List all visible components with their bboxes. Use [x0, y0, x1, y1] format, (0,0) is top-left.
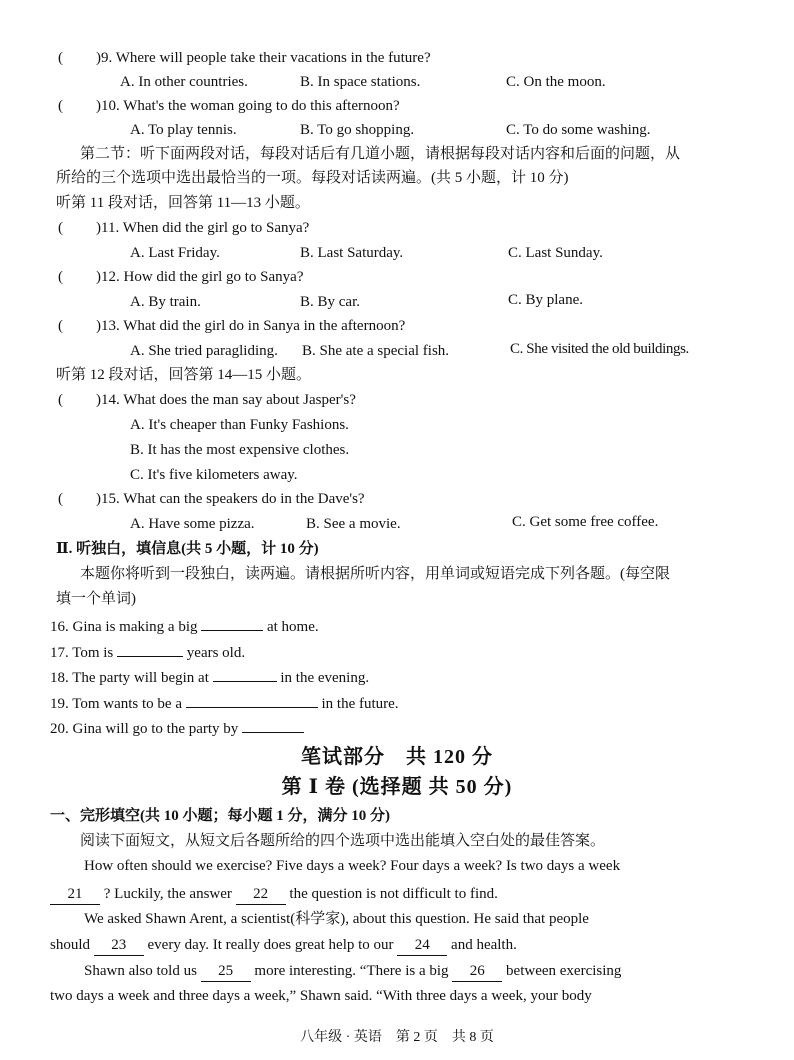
blank-26[interactable]: 26	[452, 961, 502, 982]
question-9	[96, 48, 431, 68]
option-a: A. Have some pizza.	[130, 516, 255, 532]
question-text: What's the woman going to do this afternoon?	[123, 98, 400, 114]
question-text: What did the girl do in Sanya in the afternoon?	[123, 318, 406, 334]
passage-line	[84, 961, 621, 982]
option-b: B. By car.	[300, 294, 360, 310]
question-number: )9.	[96, 50, 113, 66]
page-footer: 八年级 · 英语 第 2 页 共 8 页	[300, 1030, 494, 1045]
option-b: B. To go shopping.	[300, 122, 415, 138]
option-b: B. See a movie.	[306, 516, 401, 532]
item-text: in the future.	[321, 696, 399, 712]
answer-paren: (	[58, 318, 63, 334]
question-13	[96, 316, 405, 336]
answer-blank[interactable]	[201, 614, 263, 631]
section2-instruction-line1: 第二节：听下面两段对话，每段对话后有几道小题，请根据每段对话内容和后面的问题，从	[80, 146, 681, 162]
blank-22[interactable]: 22	[236, 884, 286, 905]
item-text: 19. Tom wants to be a	[50, 696, 182, 712]
question-11	[96, 218, 309, 238]
cloze-instruction: 阅读下面短文，从短文后各题所给的四个选项中选出能填入空白处的最佳答案。	[80, 833, 606, 849]
option-a: A. Last Friday.	[130, 245, 220, 261]
volume-subtitle: 第 Ⅰ 卷 (选择题 共 50 分)	[281, 776, 513, 798]
question-15	[96, 489, 365, 509]
option-c: C. She visited the old buildings.	[510, 341, 689, 357]
question-number: )10.	[96, 98, 120, 114]
item-text: 16. Gina is making a big	[50, 619, 198, 635]
question-number: )11.	[96, 220, 120, 236]
answer-paren: (	[58, 491, 63, 507]
item-18	[50, 665, 369, 688]
question-text: What does the man say about Jasper's?	[123, 392, 356, 408]
dialog12-label: 听第 12 段对话，回答第 14—15 小题。	[56, 367, 312, 383]
passage-line: We asked Shawn Arent, a scientist(科学家), about this question. He said that people	[84, 911, 589, 927]
part2-heading: Ⅱ. 听独白，填信息(共 5 小题，计 10 分)	[56, 541, 319, 557]
question-10	[96, 96, 400, 116]
answer-blank[interactable]	[117, 640, 183, 657]
passage-line	[50, 935, 517, 956]
dialog11-label: 听第 11 段对话，回答第 11—13 小题。	[56, 195, 310, 211]
passage-line	[50, 884, 498, 905]
passage-text: Shawn also told us	[84, 963, 197, 979]
option-c: C. By plane.	[508, 292, 583, 308]
blank-24[interactable]: 24	[397, 935, 447, 956]
option-a: A. To play tennis.	[130, 122, 237, 138]
answer-blank[interactable]	[186, 691, 318, 708]
answer-paren: (	[58, 392, 63, 408]
passage-text: and health.	[451, 937, 517, 953]
passage-text: between exercising	[506, 963, 622, 979]
option-c: C. Last Sunday.	[508, 245, 603, 261]
question-12	[96, 267, 303, 287]
answer-paren: (	[58, 50, 63, 66]
passage-text: ? Luckily, the answer	[103, 886, 232, 902]
option-c: C. On the moon.	[506, 74, 606, 90]
question-number: )13.	[96, 318, 120, 334]
item-20	[50, 716, 304, 739]
item-16	[50, 614, 319, 637]
passage-text: more interesting. “There is a big	[254, 963, 449, 979]
passage-text: every day. It really does great help to our	[147, 937, 394, 953]
item-text: years old.	[186, 645, 246, 661]
item-text: 18. The party will begin at	[50, 670, 209, 686]
passage-line: two days a week and three days a week,” Shawn said. “With three days a week, your body	[50, 988, 592, 1004]
blank-25[interactable]: 25	[201, 961, 251, 982]
option-a: A. In other countries.	[120, 74, 248, 90]
question-text: How did the girl go to Sanya?	[123, 269, 304, 285]
question-number: )15.	[96, 491, 120, 507]
item-text: at home.	[266, 619, 319, 635]
question-number: )12.	[96, 269, 120, 285]
part2-instruction-line1: 本题你将听到一段独白，读两遍。请根据所听内容，用单词或短语完成下列各题。(每空限	[80, 566, 670, 582]
passage-text: should	[50, 937, 91, 953]
blank-23[interactable]: 23	[94, 935, 144, 956]
written-part-title: 笔试部分 共 120 分	[301, 746, 493, 768]
question-number: )14.	[96, 392, 120, 408]
passage-text: the question is not difficult to find.	[289, 886, 498, 902]
item-17	[50, 640, 245, 663]
answer-blank[interactable]	[242, 716, 304, 733]
item-text: 20. Gina will go to the party by	[50, 721, 239, 737]
answer-paren: (	[58, 269, 63, 285]
option-b: B. She ate a special fish.	[302, 343, 450, 359]
answer-paren: (	[58, 98, 63, 114]
question-text: When did the girl go to Sanya?	[122, 220, 310, 236]
item-text: in the evening.	[280, 670, 370, 686]
option-a: A. By train.	[130, 294, 201, 310]
answer-blank[interactable]	[213, 665, 277, 682]
cloze-heading: 一、完形填空(共 10 小题；每小题 1 分，满分 10 分)	[50, 808, 390, 824]
item-text: 17. Tom is	[50, 645, 114, 661]
option-c: C. Get some free coffee.	[512, 514, 659, 530]
part2-instruction-line2: 填一个单词)	[56, 591, 136, 607]
option-a: A. It's cheaper than Funky Fashions.	[130, 417, 349, 433]
question-text: What can the speakers do in the Dave's?	[123, 491, 365, 507]
option-b: B. Last Saturday.	[300, 245, 404, 261]
blank-21[interactable]: 21	[50, 884, 100, 905]
option-b: B. It has the most expensive clothes.	[130, 442, 350, 458]
item-19	[50, 691, 399, 714]
option-c: C. It's five kilometers away.	[130, 467, 298, 483]
passage-line: How often should we exercise? Five days a week? Four days a week? Is two days a week	[84, 858, 621, 874]
section2-instruction-line2: 所给的三个选项中选出最恰当的一项。每段对话读两遍。(共 5 小题，计 10 分)	[56, 170, 569, 186]
option-b: B. In space stations.	[300, 74, 421, 90]
question-text: Where will people take their vacations in the future?	[115, 50, 431, 66]
question-14	[96, 390, 356, 410]
option-a: A. She tried paragliding.	[130, 343, 278, 359]
option-c: C. To do some washing.	[506, 122, 651, 138]
answer-paren: (	[58, 220, 63, 236]
